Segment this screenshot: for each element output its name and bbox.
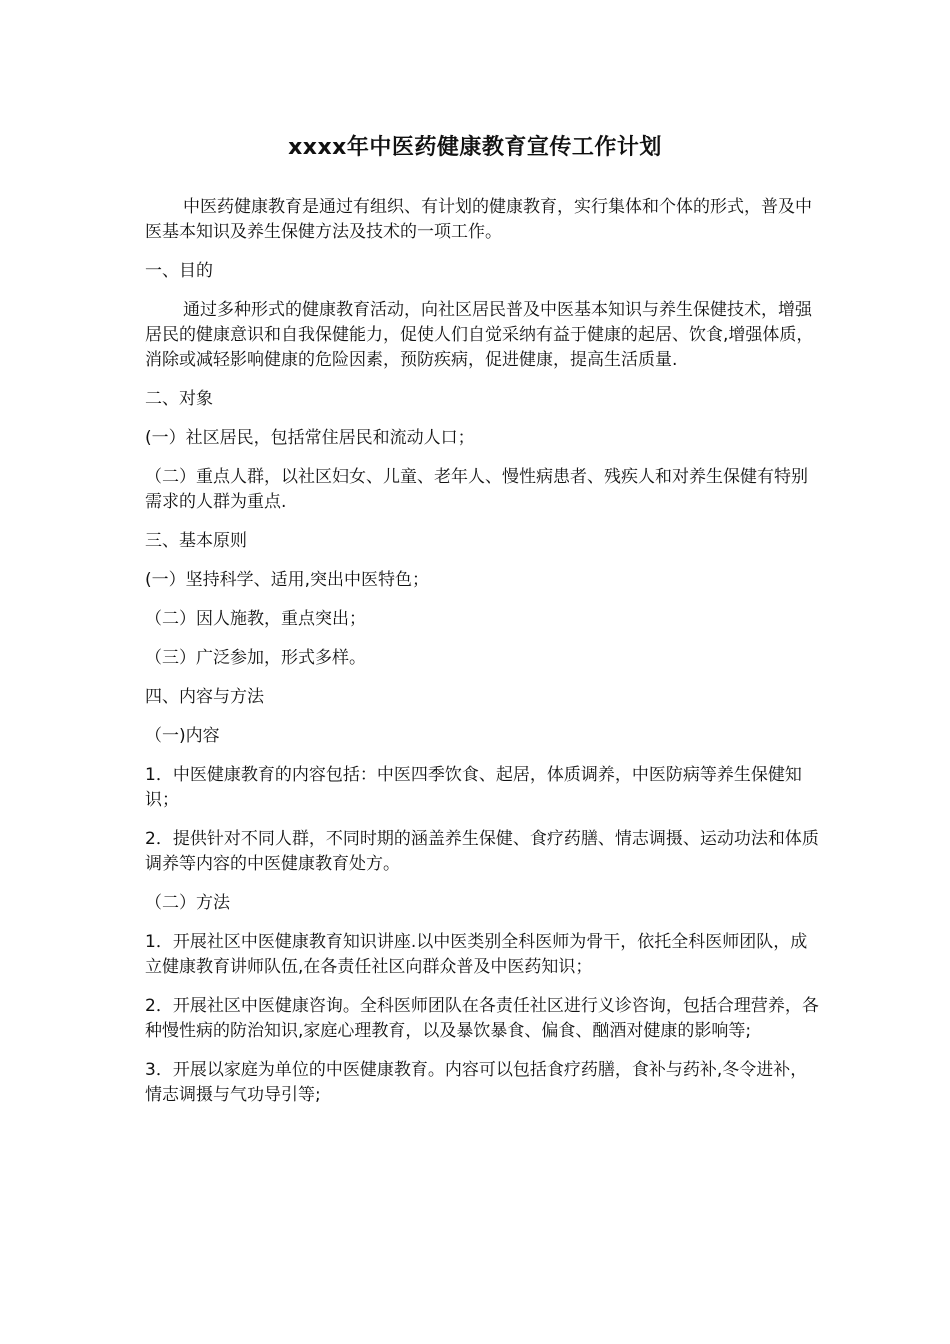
subsection-heading-method: （二）方法 bbox=[145, 893, 230, 913]
purpose-paragraph: 通过多种形式的健康教育活动，向社区居民普及中医基本知识与养生保健技术，增强居民的健康意识和自我保健能力，促使人们自觉采纳有益于健康的起居、饮食,增强体质，消除或减轻影响健康的危险因素，预防疾病，促进健康，提高生活质量. bbox=[145, 300, 814, 370]
principle-item-1: (一）坚持科学、适用,突出中医特色； bbox=[145, 570, 430, 590]
method-item-1: 1．开展社区中医健康教育知识讲座.以中医类别全科医师为骨干，依托全科医师团队，成立健康教育讲师队伍,在各责任社区向群众普及中医药知识； bbox=[145, 932, 808, 977]
target-item-2: （二）重点人群，以社区妇女、儿童、老年人、慢性病患者、残疾人和对养生保健有特别需求的人群为重点. bbox=[145, 467, 808, 512]
document-title: xxxx年中医药健康教育宣传工作计划 bbox=[288, 135, 662, 160]
section-heading-purpose: 一、目的 bbox=[145, 261, 213, 281]
method-item-2: 2．开展社区中医健康咨询。全科医师团队在各责任社区进行义诊咨询，包括合理营养，各种慢性病的防治知识,家庭心理教育，以及暴饮暴食、偏食、酗酒对健康的影响等; bbox=[145, 996, 819, 1041]
principle-item-3: （三）广泛参加，形式多样。 bbox=[145, 648, 366, 668]
intro-paragraph: 中医药健康教育是通过有组织、有计划的健康教育，实行集体和个体的形式，普及中医基本知识及养生保健方法及技术的一项工作。 bbox=[145, 197, 812, 242]
section-heading-target: 二、对象 bbox=[145, 389, 213, 409]
principle-item-2: （二）因人施教，重点突出； bbox=[145, 609, 366, 629]
section-heading-content-method: 四、内容与方法 bbox=[145, 687, 264, 707]
content-item-1: 1．中医健康教育的内容包括：中医四季饮食、起居，体质调养，中医防病等养生保健知识； bbox=[145, 765, 802, 810]
section-heading-principles: 三、基本原则 bbox=[145, 531, 247, 551]
method-item-3: 3．开展以家庭为单位的中医健康教育。内容可以包括食疗药膳，食补与药补,冬令进补，情志调摄与气功导引等; bbox=[145, 1060, 808, 1105]
subsection-heading-content: （一)内容 bbox=[145, 726, 220, 746]
document-body bbox=[145, 195, 820, 1122]
content-item-2: 2．提供针对不同人群，不同时期的涵盖养生保健、食疗药膳、情志调摄、运动功法和体质调养等内容的中医健康教育处方。 bbox=[145, 829, 819, 874]
target-item-1: (一）社区居民，包括常住居民和流动人口； bbox=[145, 428, 475, 448]
